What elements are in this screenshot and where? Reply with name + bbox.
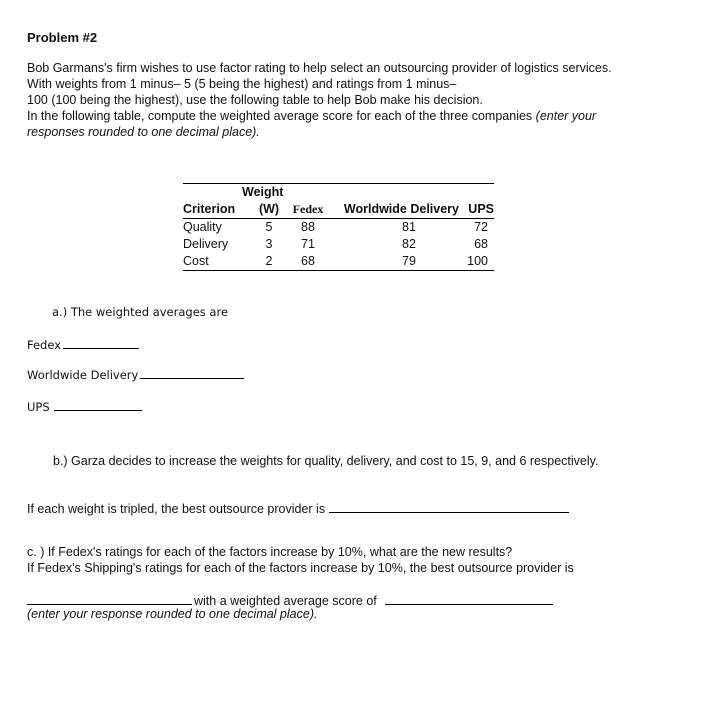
part-b-question-row — [27, 500, 569, 518]
row-weight: 5 — [265, 220, 273, 234]
part-c-rounding-note: (enter your response rounded to one decimal place). — [27, 607, 318, 621]
part-c-mid-text: with a weighted average score of — [194, 594, 377, 608]
row-criterion: Delivery — [183, 237, 229, 251]
row-worldwide: 81 — [402, 220, 416, 234]
part-b-answer-blank[interactable] — [329, 500, 569, 513]
table-row — [183, 253, 494, 271]
row-ups: 72 — [474, 220, 488, 234]
header-ups: UPS — [468, 202, 494, 216]
weight-header-top: Weight — [242, 185, 284, 199]
ups-answer-row — [27, 398, 142, 414]
part-c-score-blank[interactable] — [385, 592, 553, 605]
ups-answer-blank[interactable] — [54, 398, 142, 411]
row-worldwide: 79 — [402, 254, 416, 268]
part-b-question: If each weight is tripled, the best outsource provider is — [27, 502, 326, 516]
row-ups: 68 — [474, 237, 488, 251]
header-criterion: Criterion — [183, 202, 236, 216]
row-criterion: Cost — [183, 254, 209, 268]
intro-line-5: responses rounded to one decimal place). — [27, 125, 260, 139]
intro-line-4 — [27, 108, 687, 124]
part-b-prompt: b.) Garza decides to increase the weights for quality, delivery, and cost to 15, 9, and 6 respectively. — [53, 454, 599, 468]
worldwide-answer-blank[interactable] — [140, 366, 244, 379]
part-c-line-1: c. ) If Fedex's ratings for each of the factors increase by 10%, what are the new results? — [27, 545, 513, 559]
fedex-answer-label: Fedex — [27, 338, 62, 352]
row-ups: 100 — [467, 254, 488, 268]
row-criterion: Quality — [183, 220, 222, 234]
part-a-prompt: a.) The weighted averages are — [52, 305, 229, 319]
worldwide-answer-label: Worldwide Delivery — [27, 368, 139, 382]
problem-title: Problem #2 — [27, 30, 98, 45]
intro-line-4-italic: (enter your — [535, 109, 597, 123]
part-c-line-2: If Fedex's Shipping's ratings for each of the factors increase by 10%, the best outsource provider is — [27, 561, 574, 575]
fedex-answer-row — [27, 336, 139, 352]
fedex-answer-blank[interactable] — [63, 336, 139, 349]
row-fedex: 68 — [301, 254, 315, 268]
row-worldwide: 82 — [402, 237, 416, 251]
intro-line-1: Bob Garmans's firm wishes to use factor rating to help select an outsourcing provider of logistics services. — [27, 61, 612, 75]
header-worldwide: Worldwide Delivery — [343, 202, 459, 216]
part-c-provider-blank[interactable] — [27, 592, 192, 605]
table-row — [183, 219, 494, 237]
header-fedex: Fedex — [292, 202, 324, 216]
row-weight: 2 — [265, 254, 273, 268]
intro-line-2: With weights from 1 minus– 5 (5 being the highest) and ratings from 1 minus– — [27, 77, 457, 91]
row-weight: 3 — [265, 237, 273, 251]
row-fedex: 71 — [301, 237, 315, 251]
problem-intro — [27, 60, 687, 140]
worldwide-answer-row — [27, 366, 244, 382]
factor-rating-table — [183, 183, 494, 271]
ups-answer-label: UPS — [27, 400, 50, 414]
intro-line-3: 100 (100 being the highest), use the following table to help Bob make his decision. — [27, 93, 483, 107]
table-row — [183, 236, 494, 253]
header-weight: (W) — [258, 202, 280, 216]
intro-line-4-plain: In the following table, compute the weighted average score for each of the three companies — [27, 109, 536, 123]
row-fedex: 88 — [301, 220, 315, 234]
